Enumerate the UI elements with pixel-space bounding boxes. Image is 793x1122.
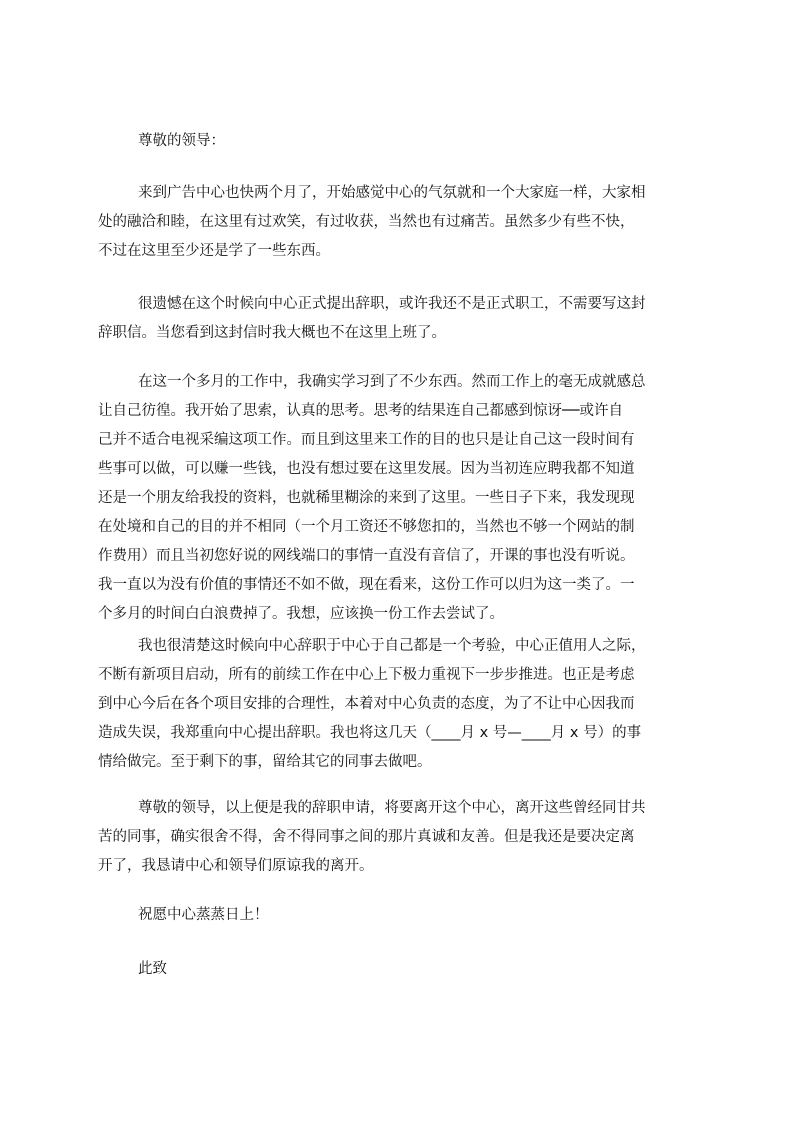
- paragraph-line: 些事可以做，可以赚一些钱，也没有想过要在这里发展。因为当初连应聘我都不知道: [98, 461, 635, 477]
- paragraph-line: 不过在这里至少还是学了一些东西。: [98, 243, 330, 259]
- paragraph-line: 造成失误，我郑重向中心提出辞职。我也将这几天（____月 x 号—____月 x 号）的事: [98, 725, 642, 741]
- paragraph-line: 尊敬的领导，以上便是我的辞职申请，将要离开这个中心，离开这些曾经同甘共: [138, 800, 646, 816]
- paragraph-intro: [98, 179, 702, 266]
- paragraph-line: 情给做完。至于剩下的事，留给其它的同事去做吧。: [98, 754, 432, 770]
- paragraph-line: 我一直以为没有价值的事情还不如不做，现在看来，这份工作可以归为这一类了。一: [98, 577, 635, 593]
- paragraph-line: 还是一个朋友给我投的资料，也就稀里糊涂的来到了这里。一些日子下来，我发现现: [98, 490, 635, 506]
- paragraph-reasons: [98, 368, 702, 629]
- paragraph-line: 辞职信。当您看到这封信时我大概也不在这里上班了。: [98, 325, 446, 341]
- paragraph-line: 个多月的时间白白浪费掉了。我想，应该换一份工作去尝试了。: [98, 606, 504, 622]
- paragraph-line: 苦的同事，确实很舍不得，舍不得同事之间的那片真诚和友善。但是我还是要决定离: [98, 829, 635, 845]
- paragraph-line: 在处境和自己的目的并不相同（一个月工资还不够您扣的，当然也不够一个网站的制: [98, 519, 635, 535]
- paragraph-line: 己并不适合电视采编这项工作。而且到这里来工作的目的也只是让自己这一段时间有: [98, 432, 635, 448]
- paragraph-line: 处的融洽和睦，在这里有过欢笑，有过收获，当然也有过痛苦。虽然多少有些不快，: [98, 214, 635, 230]
- paragraph-line: 让自己彷徨。我开始了思索，认真的思考。思考的结果连自己都感到惊讶──或许自: [98, 403, 623, 419]
- salutation: 尊敬的领导：: [138, 133, 225, 149]
- paragraph-line: 不断有新项目启动，所有的前续工作在中心上下极力重视下一步步推进。也正是考虑: [98, 667, 635, 683]
- paragraph-line: 我也很清楚这时候向中心辞职于中心于自己都是一个考验，中心正值用人之际，: [138, 638, 646, 654]
- paragraph-line: 到中心今后在各个项目安排的合理性，本着对中心负责的态度，为了不让中心因我而: [98, 696, 635, 712]
- paragraph-line: 来到广告中心也快两个月了，开始感觉中心的气氛就和一个大家庭一样，大家相: [138, 185, 646, 201]
- paragraph-line: 在这一个多月的工作中，我确实学习到了不少东西。然而工作上的毫无成就感总: [138, 374, 646, 390]
- wish-line: 祝愿中心蒸蒸日上！: [138, 907, 269, 923]
- paragraph-line: 作费用）而且当初您好说的网线端口的事情一直没有音信了，开课的事也没有听说。: [98, 548, 635, 564]
- closing-line: 此致: [138, 961, 167, 977]
- paragraph-line: 很遗憾在这个时候向中心正式提出辞职，或许我还不是正式职工，不需要写这封: [138, 296, 646, 312]
- paragraph-line: 开了，我恳请中心和领导们原谅我的离开。: [98, 858, 374, 874]
- paragraph-farewell: [98, 794, 702, 881]
- paragraph-responsibility: [98, 632, 702, 777]
- paragraph-regret: [98, 290, 702, 348]
